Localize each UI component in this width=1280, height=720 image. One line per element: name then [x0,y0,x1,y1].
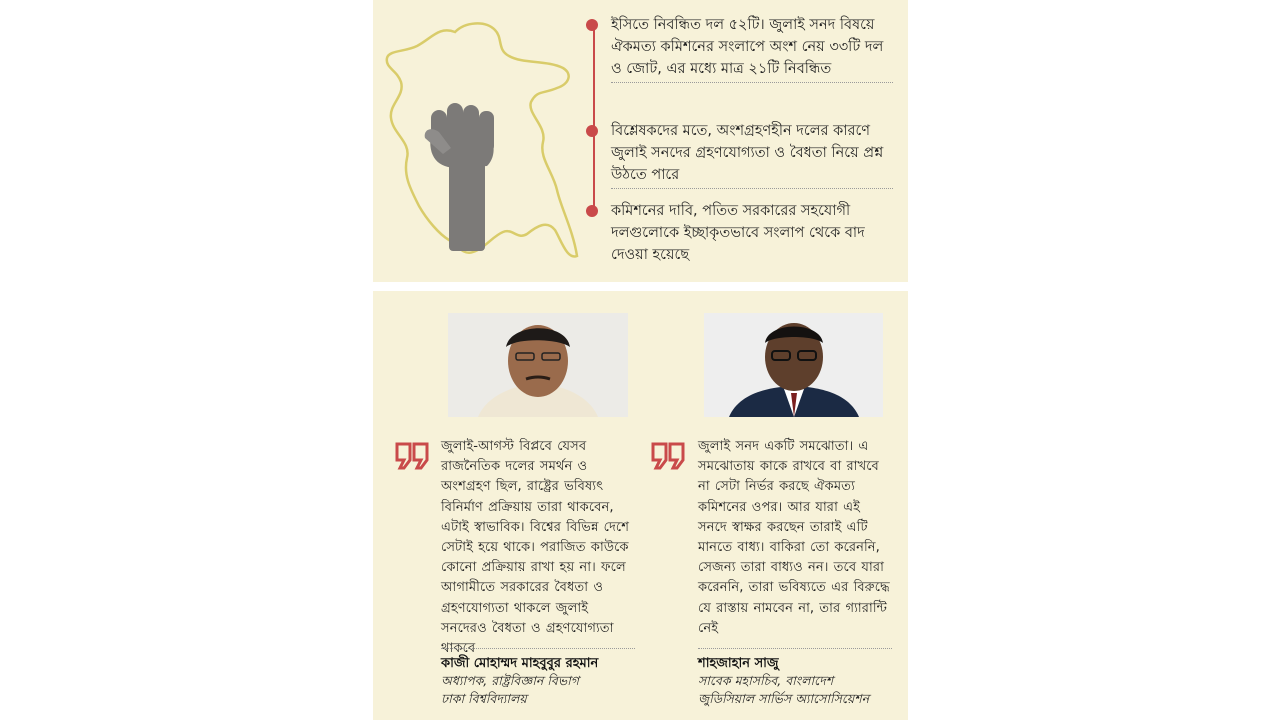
quote-text: জুলাই-আগস্ট বিপ্লবে যেসব রাজনৈতিক দলের সমর্থন ও অংশগ্রহণ ছিল, রাষ্ট্রের ভবিষ্যৎ বিনির্মাণ প্রক্রিয়ায় তারা থাকবেন, এটাই স্বাভাবিক। বিশ্বের বিভিন্ন দেশে সেটাই হয়ে থাকে। পরাজিত কাউকে কোনো প্রক্রিয়ায় রাখা হয় না। ফলে আগামীতে সরকারের বৈধতা ও গ্রহণযোগ্যতা থাকলে জুলাই সনদেরও বৈধতা ও গ্রহণযোগ্যতা থাকবে [441,439,630,657]
person-portrait-icon [704,313,883,417]
bangladesh-map-icon [377,8,582,270]
fact-item: কমিশনের দাবি, পতিত সরকারের সহযোগী দলগুলোকে ইচ্ছাকৃতভাবে সংলাপ থেকে বাদ দেওয়া হয়েছে [611,200,893,266]
bullet-dot-icon [586,19,598,31]
divider [441,648,635,649]
portrait-photo [704,313,883,417]
facts-panel [373,0,908,282]
author-affiliation: জুডিসিয়াল সার্ভিস অ্যাসোসিয়েশন [698,691,870,706]
person-portrait-icon [448,313,628,417]
bullet-dot-icon [586,205,598,217]
fact-item: ইসিতে নিবন্ধিত দল ৫২টি। জুলাই সনদ বিষয়ে ঐকমত্য কমিশনের সংলাপে অংশ নেয় ৩৩টি দল ও জোট, এর মধ্যে মাত্র ২১টি নিবন্ধিত [611,14,893,83]
quote-icon [651,442,687,476]
portrait-photo [448,313,628,417]
fact-item: বিশ্লেষকদের মতে, অংশগ্রহণহীন দলের কারণে জুলাই সনদের গ্রহণযোগ্যতা ও বৈধতা নিয়ে প্রশ্ন উঠতে পারে [611,120,893,189]
author-title: অধ্যাপক, রাষ্ট্রবিজ্ঞান বিভাগ [441,673,579,688]
quote-icon [395,442,431,476]
bullet-dot-icon [586,125,598,137]
divider [698,648,892,649]
author-affiliation: ঢাকা বিশ্ববিদ্যালয় [441,691,527,706]
quote-text: জুলাই সনদ একটি সমঝোতা। এ সমঝোতায় কাকে রাখবে বা রাখবে না সেটা নির্ভর করছে ঐকমত্য কমিশনের ওপর। আর যারা এই সনদে স্বাক্ষর করছেন তারাই এটি মানতে বাধ্য। বাকিরা তো করেননি, সেজন্য তারা বাধ্যও নন। তবে যারা করেননি, তারা ভবিষ্যতে এর বিরুদ্ধে যে রাস্তায় নামবেন না, তার গ্যারান্টি নেই [698,439,890,636]
author-name: শাহজাহান সাজু [698,656,779,671]
quotes-panel [373,291,908,720]
timeline-line [593,28,595,214]
author-title: সাবেক মহাসচিব, বাংলাদেশ [698,673,834,688]
author-name: কাজী মোহাম্মদ মাহবুবুর রহমান [441,656,599,671]
